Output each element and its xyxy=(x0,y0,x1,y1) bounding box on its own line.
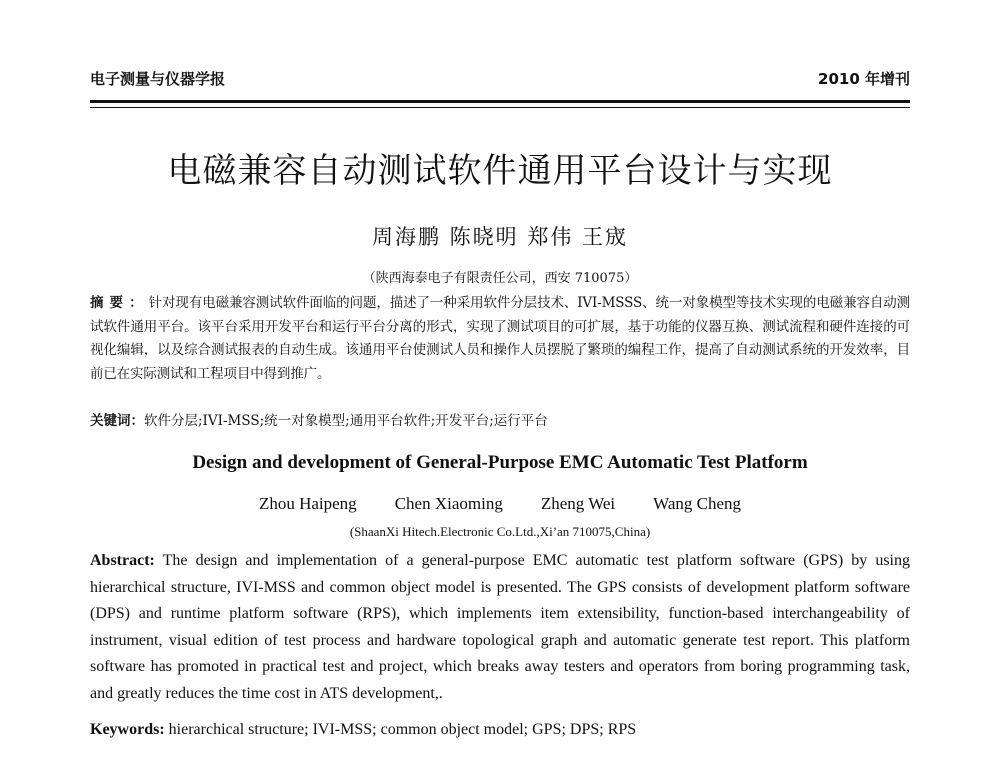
en-author: Wang Cheng xyxy=(653,494,742,513)
journal-name: 电子测量与仪器学报 xyxy=(90,70,226,88)
en-title: Design and development of General-Purpose EMC Automatic Test Platform xyxy=(192,452,808,473)
cn-keywords xyxy=(90,410,910,432)
en-authors xyxy=(0,494,1000,514)
page-header xyxy=(90,68,910,89)
cn-keywords-label: 关键词： xyxy=(90,413,144,429)
en-keywords-label: Keywords: xyxy=(90,721,165,738)
header-rule-thick xyxy=(90,100,910,103)
en-author: Chen Xiaoming xyxy=(394,494,503,513)
cn-abstract-text: 针对现有电磁兼容测试软件面临的问题，描述了一种采用软件分层技术、IVI-MSSS、统一对象模型等技术实现的电磁兼容自动测试软件通用平台。该平台采用开发平台和运行平台分离的形式，实现了测试项目的可扩展，基于功能的仪器互换、测试流程和硬件连接的可视化编辑，以及综合测试报表的自动生成。该通用平台使测试人员和操作人员摆脱了繁琐的编程工作，提高了自动测试系统的开发效率，目前已在实际测试和工程项目中得到推广。 xyxy=(90,295,910,382)
en-abstract xyxy=(90,548,910,707)
en-keywords-text: hierarchical structure; IVI-MSS; common object model; GPS; DPS; RPS xyxy=(168,721,637,738)
en-author: Zhou Haipeng xyxy=(258,494,357,513)
en-keywords xyxy=(90,717,910,743)
en-abstract-label: Abstract: xyxy=(90,552,155,569)
cn-keywords-text: 软件分层;IVI-MSS;统一对象模型;通用平台软件;开发平台;运行平台 xyxy=(144,413,548,429)
cn-affiliation: （陕西海泰电子有限责任公司，西安 710075） xyxy=(362,271,638,286)
issue-label: 2010 年增刊 xyxy=(818,70,910,88)
cn-abstract-label: 摘要： xyxy=(90,295,149,311)
cn-title: 电磁兼容自动测试软件通用平台设计与实现 xyxy=(167,151,833,191)
en-author: Zheng Wei xyxy=(540,494,616,513)
cn-abstract xyxy=(90,292,910,386)
en-affiliation: (ShaanXi Hitech.Electronic Co.Ltd.,Xi’an 710075,China) xyxy=(349,524,651,539)
en-abstract-text: The design and implementation of a general-purpose EMC automatic test platform software (GPS) by using hierarchical structure, IVI-MSS and common object model is presented. The GPS consists of development platform software (DPS) and runtime platform software (RPS), which implements item extensibility, function-based interchangeability of instrument, visual edition of test process and hardware topological graph and automatic generate test report. This platform software has promoted in practical test and project, which breaks away testers and operators from boring programming task, and greatly reduces the time cost in ATS development,. xyxy=(90,552,911,702)
cn-authors: 周海鹏 陈晓明 郑伟 王宬 xyxy=(371,225,629,249)
header-rule-thin xyxy=(90,107,910,108)
